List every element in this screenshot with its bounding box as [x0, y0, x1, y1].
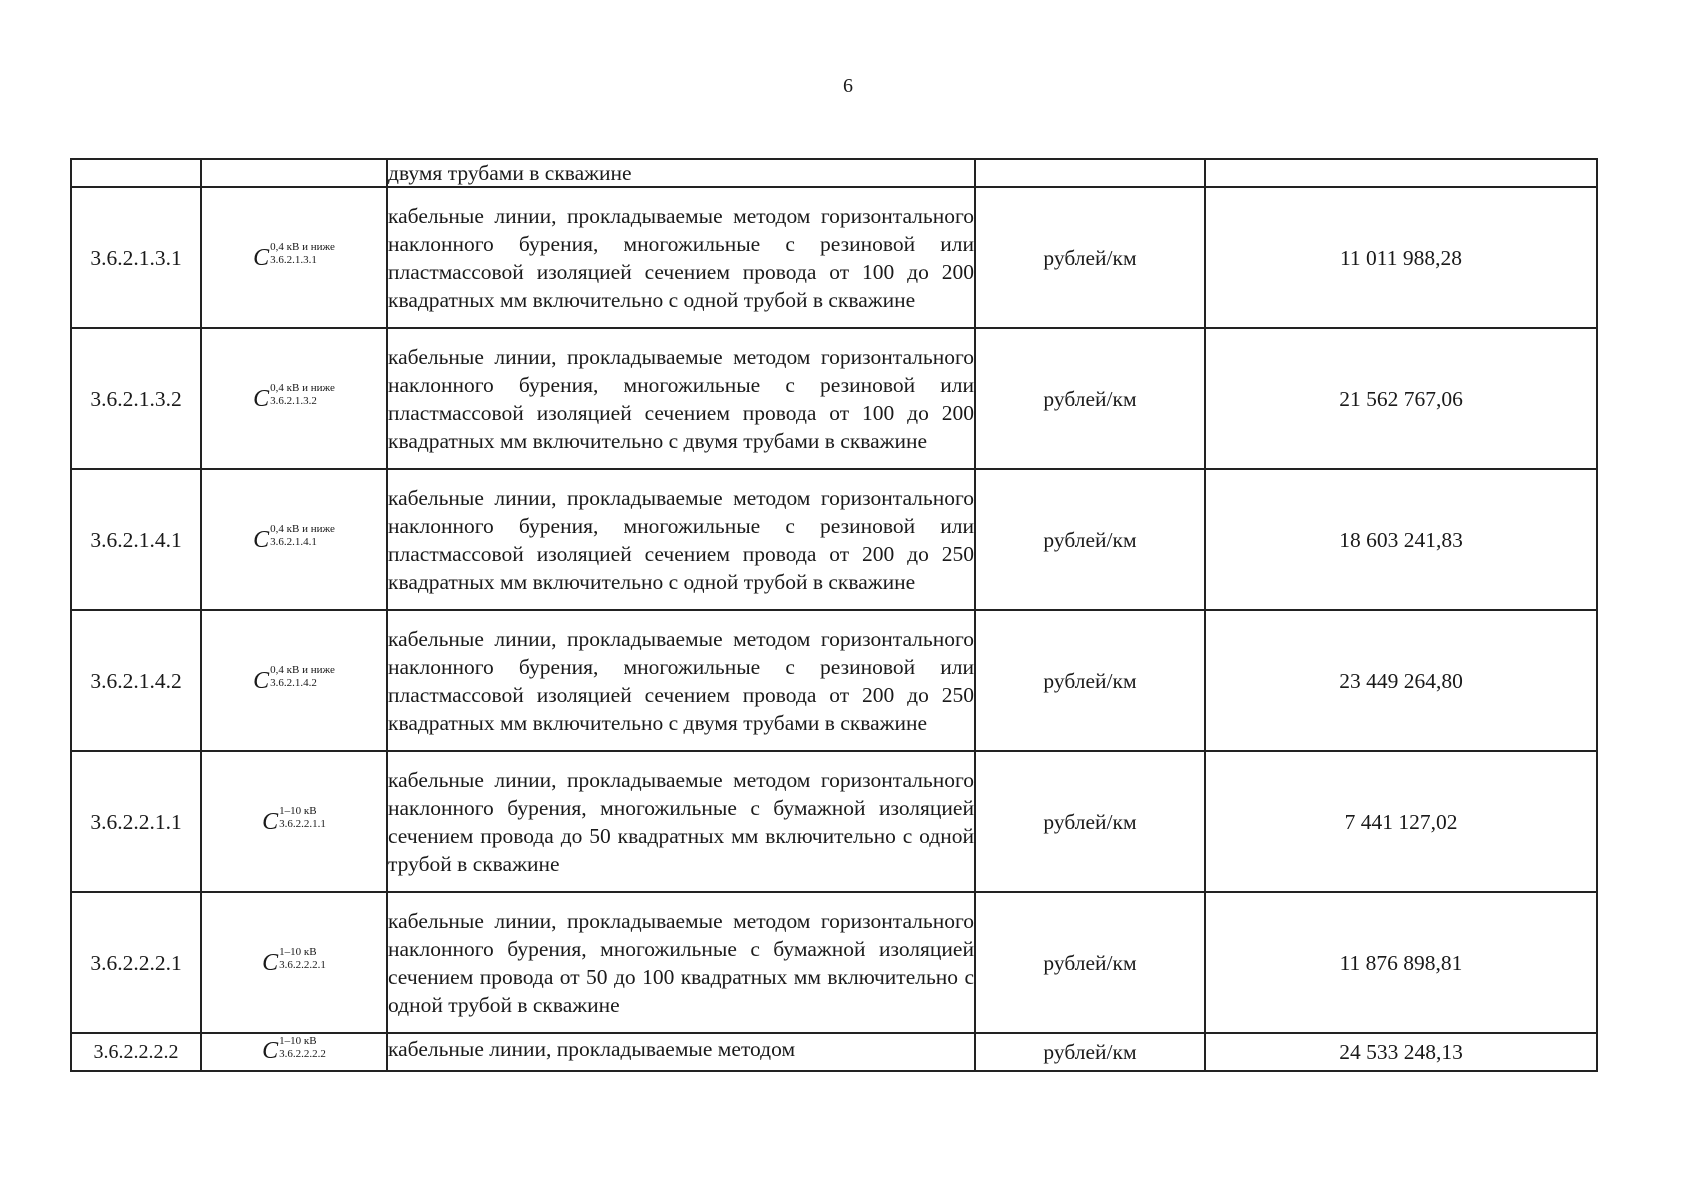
symbol-subscript: 3.6.2.1.4.2 [270, 677, 317, 689]
description-cell: кабельные линии, прокладываемые методом горизонтального наклонного бурения, многожильные с резиновой или пластмассовой изоляцией сечением провода от 100 до 200 квадратных мм включительно с одной трубой в скважине [387, 187, 975, 328]
value-cell: 11 876 898,81 [1205, 892, 1597, 1033]
tariff-symbol [262, 946, 326, 976]
table-row [71, 328, 1597, 469]
symbol-superscript: 0,4 кВ и ниже [270, 382, 335, 394]
table-row-continued [71, 159, 1597, 187]
table-row [71, 610, 1597, 751]
description-cell: двумя трубами в скважине [387, 159, 975, 187]
unit-cell: рублей/км [975, 751, 1205, 892]
symbol-cell [201, 469, 387, 610]
tariff-symbol [262, 805, 326, 835]
unit-cell: рублей/км [975, 187, 1205, 328]
code-cell: 3.6.2.2.1.1 [71, 751, 201, 892]
description-cell: кабельные линии, прокладываемые методом горизонтального наклонного бурения, многожильные с резиновой или пластмассовой изоляцией сечением провода от 100 до 200 квадратных мм включительно с двумя трубами в скважине [387, 328, 975, 469]
code-cell: 3.6.2.1.4.1 [71, 469, 201, 610]
code-cell: 3.6.2.1.3.1 [71, 187, 201, 328]
tariff-table [70, 158, 1598, 1072]
symbol-superscript: 0,4 кВ и ниже [270, 241, 335, 253]
symbol-base: C [262, 808, 279, 835]
table-row [71, 751, 1597, 892]
tariff-symbol [262, 1034, 326, 1064]
symbol-cell [201, 328, 387, 469]
symbol-superscript: 1–10 кВ [279, 1034, 317, 1047]
symbol-cell [201, 610, 387, 751]
symbol-subscript: 3.6.2.1.4.1 [270, 536, 317, 548]
symbol-base: C [253, 385, 270, 412]
symbol-cell [201, 187, 387, 328]
unit-cell: рублей/км [975, 469, 1205, 610]
symbol-superscript: 0,4 кВ и ниже [270, 523, 335, 535]
symbol-base: C [253, 526, 270, 553]
code-cell: 3.6.2.2.2.1 [71, 892, 201, 1033]
unit-cell [975, 159, 1205, 187]
symbol-subscript: 3.6.2.1.3.2 [270, 395, 317, 407]
unit-cell: рублей/км [975, 892, 1205, 1033]
symbol-subscript: 3.6.2.2.2.2 [279, 1047, 326, 1060]
symbol-subscript: 3.6.2.2.2.1 [279, 959, 326, 971]
table-row [71, 187, 1597, 328]
table-row [71, 892, 1597, 1033]
unit-cell: рублей/км [975, 1033, 1205, 1071]
description-cell: кабельные линии, прокладываемые методом горизонтального наклонного бурения, многожильные с бумажной изоляцией сечением провода от 50 до 100 квадратных мм включительно с одной трубой в скважине [387, 892, 975, 1033]
description-cell: кабельные линии, прокладываемые методом горизонтального наклонного бурения, многожильные с резиновой или пластмассовой изоляцией сечением провода от 200 до 250 квадратных мм включительно с одной трубой в скважине [387, 469, 975, 610]
code-cell [71, 159, 201, 187]
symbol-base: C [262, 949, 279, 976]
tariff-symbol [253, 523, 335, 553]
description-cell: кабельные линии, прокладываемые методом [387, 1033, 975, 1071]
symbol-cell [201, 1033, 387, 1071]
symbol-base: C [253, 244, 270, 271]
value-cell: 7 441 127,02 [1205, 751, 1597, 892]
symbol-cell [201, 159, 387, 187]
code-cell: 3.6.2.2.2.2 [71, 1033, 201, 1071]
tariff-symbol [253, 241, 335, 271]
value-cell: 21 562 767,06 [1205, 328, 1597, 469]
value-cell: 18 603 241,83 [1205, 469, 1597, 610]
unit-cell: рублей/км [975, 328, 1205, 469]
description-cell: кабельные линии, прокладываемые методом горизонтального наклонного бурения, многожильные с бумажной изоляцией сечением провода до 50 квадратных мм включительно с одной трубой в скважине [387, 751, 975, 892]
symbol-subscript: 3.6.2.2.1.1 [279, 818, 326, 830]
symbol-cell [201, 751, 387, 892]
page-number: 6 [843, 75, 853, 97]
symbol-cell [201, 892, 387, 1033]
unit-cell: рублей/км [975, 610, 1205, 751]
tariff-symbol [253, 664, 335, 694]
value-cell: 24 533 248,13 [1205, 1033, 1597, 1071]
value-cell: 23 449 264,80 [1205, 610, 1597, 751]
code-cell: 3.6.2.1.3.2 [71, 328, 201, 469]
code-cell: 3.6.2.1.4.2 [71, 610, 201, 751]
table-row [71, 1033, 1597, 1071]
value-cell: 11 011 988,28 [1205, 187, 1597, 328]
table-row [71, 469, 1597, 610]
symbol-superscript: 1–10 кВ [279, 805, 317, 817]
symbol-superscript: 1–10 кВ [279, 946, 317, 958]
symbol-base: C [262, 1038, 279, 1064]
tariff-symbol [253, 382, 335, 412]
symbol-subscript: 3.6.2.1.3.1 [270, 254, 317, 266]
description-cell: кабельные линии, прокладываемые методом горизонтального наклонного бурения, многожильные с резиновой или пластмассовой изоляцией сечением провода от 200 до 250 квадратных мм включительно с двумя трубами в скважине [387, 610, 975, 751]
symbol-base: C [253, 667, 270, 694]
symbol-superscript: 0,4 кВ и ниже [270, 664, 335, 676]
value-cell [1205, 159, 1597, 187]
